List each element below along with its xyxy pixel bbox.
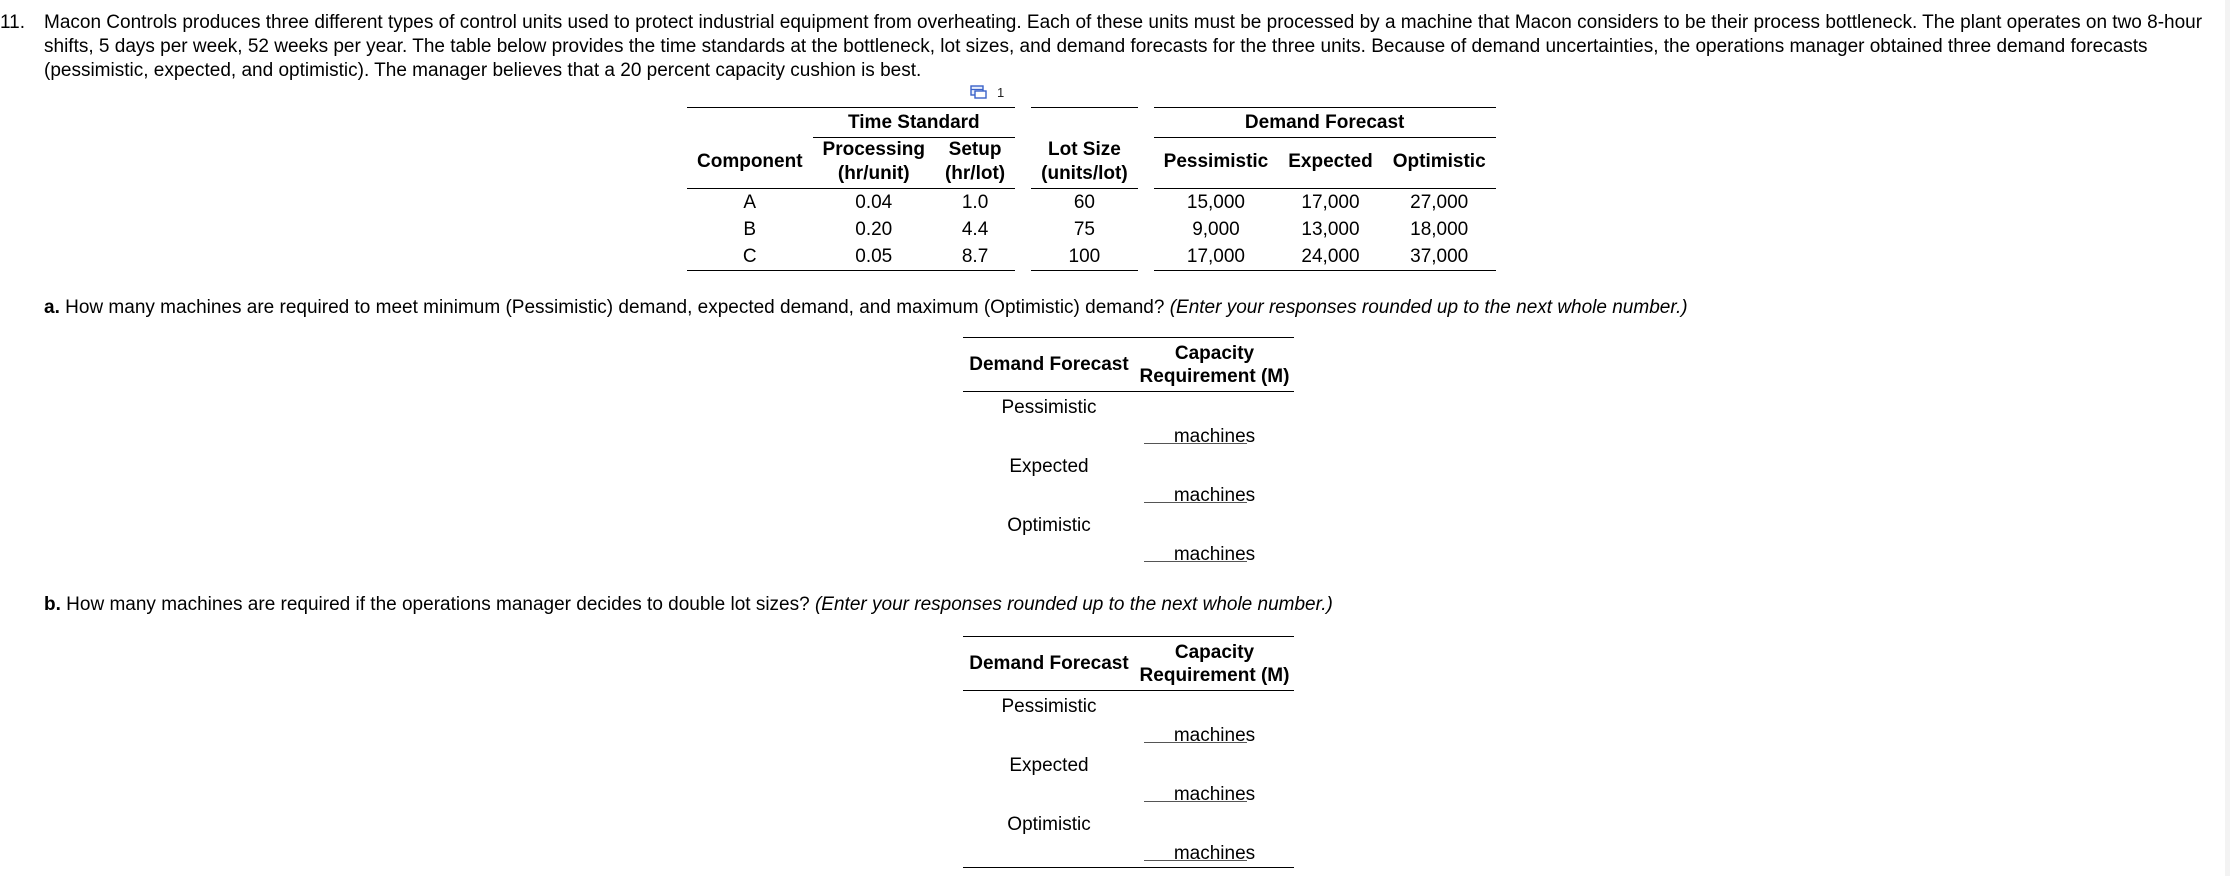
cell-processing: 0.05	[813, 243, 935, 271]
cell-expected: 24,000	[1278, 243, 1382, 271]
table-row	[687, 243, 1496, 271]
footnote-ref: 1	[997, 84, 1005, 100]
expected-header: Expected	[1278, 138, 1382, 189]
optimistic-header: Optimistic	[1383, 138, 1496, 189]
cell-lot-size: 75	[1073, 219, 1095, 240]
answer-row-pessimistic	[963, 392, 1294, 451]
part-b-hint: (Enter your responses rounded up to the next whole number.)	[814, 594, 1333, 615]
cell-component: C	[687, 243, 813, 271]
table-row	[687, 216, 1496, 243]
processing-header: Processing (hr/unit)	[813, 138, 935, 189]
cell-optimistic: 27,000	[1410, 192, 1469, 213]
unit-label: machines	[1173, 485, 1256, 506]
component-header-spacer	[687, 108, 813, 138]
unit-label: machines	[1173, 426, 1256, 447]
lot-size-header: Lot Size (units/lot)	[1031, 138, 1138, 189]
part-b-text: How many machines are required if the operations manager decides to double lot sizes?	[66, 594, 810, 615]
answer-row-expected	[963, 451, 1294, 510]
cell-expected: 17,000	[1301, 192, 1360, 213]
unit-label: machines	[1173, 544, 1256, 565]
lot-size-header-spacer	[1031, 108, 1138, 138]
answer-row-label: Pessimistic	[1001, 696, 1097, 717]
answer-row-optimistic	[963, 510, 1294, 569]
capacity-col-header: Capacity Requirement (M)	[1139, 641, 1290, 686]
pessimistic-header: Pessimistic	[1154, 138, 1279, 189]
cell-processing: 0.20	[855, 219, 893, 240]
cell-expected: 13,000	[1301, 219, 1360, 240]
cell-setup: 1.0	[961, 192, 989, 213]
table-row	[687, 189, 1496, 217]
cell-pessimistic: 9,000	[1192, 219, 1240, 240]
answer-row-expected	[963, 750, 1294, 809]
part-a-label: a.	[44, 297, 60, 318]
cell-component: B	[743, 219, 757, 240]
demand-forecast-col-header: Demand Forecast	[969, 652, 1129, 674]
cell-pessimistic: 15,000	[1186, 192, 1246, 213]
data-table	[687, 107, 1496, 271]
cell-lot-size: 100	[1031, 243, 1138, 271]
cell-processing: 0.04	[855, 192, 893, 213]
unit-label: machines	[1173, 843, 1256, 864]
unit-label: machines	[1173, 725, 1256, 746]
capacity-col-header: Capacity Requirement (M)	[1139, 342, 1290, 387]
answer-row-pessimistic	[963, 691, 1294, 750]
part-a-answer-table	[963, 337, 1294, 569]
part-b-answer-table	[963, 636, 1294, 868]
part-a-hint: (Enter your responses rounded up to the next whole number.)	[1169, 297, 1688, 318]
part-a-question	[44, 296, 1688, 320]
copy-table-icon[interactable]	[970, 85, 987, 99]
cell-optimistic: 37,000	[1383, 243, 1496, 271]
cell-pessimistic: 17,000	[1154, 243, 1279, 271]
demand-forecast-header: Demand Forecast	[1154, 108, 1496, 138]
part-a-text: How many machines are required to meet minimum (Pessimistic) demand, expected demand, and maximum (Optimistic) demand?	[65, 297, 1165, 318]
question-text: Macon Controls produces three different types of control units used to protect industrial equipment from overheating. Each of these units must be processed by a machine that Macon considers to be their process bottleneck. The plant operates on two 8-hour shifts, 5 days per week, 52 weeks per year. The table below provides the time standards at the bottleneck, lot sizes, and demand forecasts for the three units. Because of demand uncertainties, the operations manager obtained three demand forecasts (pessimistic, expected, and optimistic). The manager believes that a 20 percent capacity cushion is best.	[44, 12, 2203, 81]
answer-row-label: Expected	[1009, 755, 1089, 776]
answer-row-label: Expected	[1009, 456, 1089, 477]
time-standard-header: Time Standard	[813, 108, 1016, 138]
answer-row-label: Optimistic	[1007, 814, 1091, 835]
answer-row-label: Optimistic	[1007, 515, 1091, 536]
component-header: Component	[687, 138, 813, 189]
cell-setup: 8.7	[935, 243, 1015, 271]
setup-header: Setup (hr/lot)	[935, 138, 1015, 189]
question-number: 11.	[0, 12, 26, 33]
part-b-label: b.	[44, 594, 61, 615]
cell-component: A	[743, 192, 757, 213]
answer-row-label: Pessimistic	[1001, 397, 1097, 418]
cell-setup: 4.4	[961, 219, 989, 240]
unit-label: machines	[1173, 784, 1256, 805]
part-b-question	[44, 593, 1333, 617]
scrollbar-edge	[2225, 0, 2230, 876]
cell-lot-size: 60	[1073, 192, 1095, 213]
demand-forecast-col-header: Demand Forecast	[969, 353, 1129, 375]
answer-row-optimistic	[963, 809, 1294, 868]
copy-to-spreadsheet[interactable]	[970, 82, 1004, 102]
cell-optimistic: 18,000	[1410, 219, 1469, 240]
